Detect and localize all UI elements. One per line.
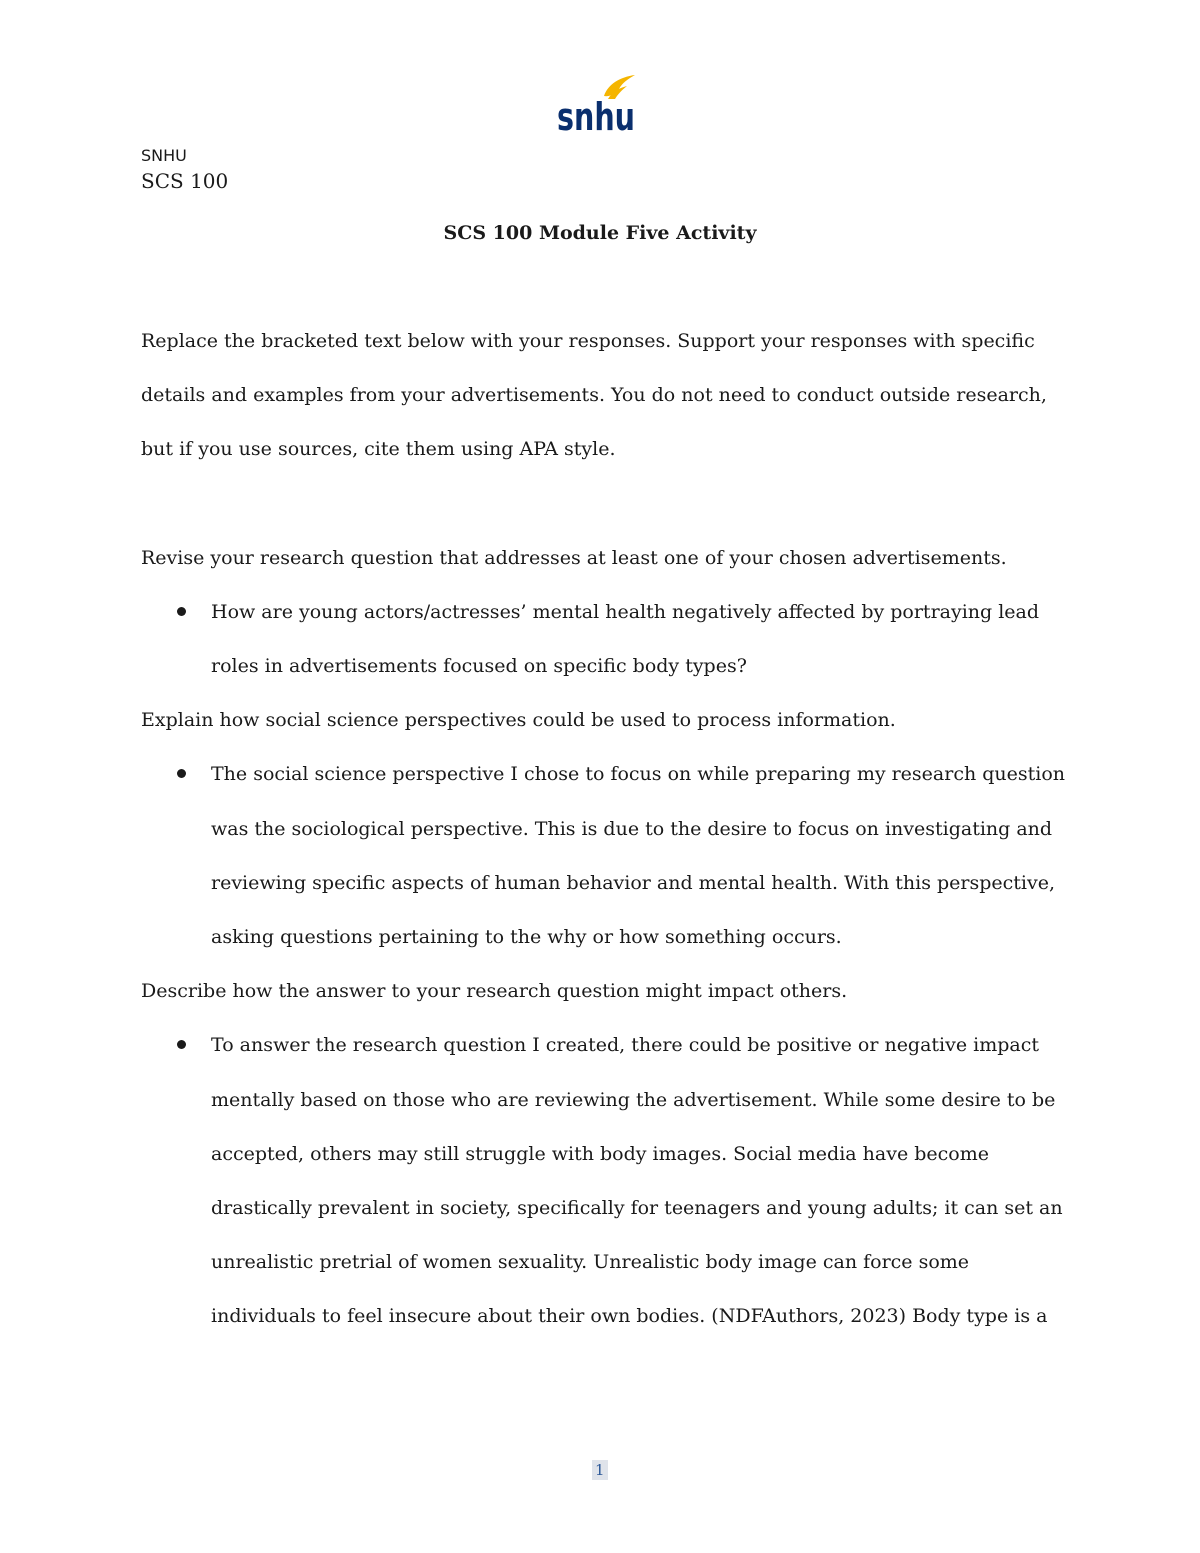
section-prompt: Revise your research question that addresses at least one of your chosen advertisements. [141,546,1007,569]
document-body [141,314,1066,1344]
section-prompt: Explain how social science perspectives could be used to process information. [141,709,896,732]
header-course: SCS 100 [141,169,229,193]
page-number: 1 [592,1460,608,1480]
response-list [141,747,1066,964]
response-bullet: The social science perspective I chose to focus on while preparing my research question was the sociological perspective. This is due to the desire to focus on investigating and reviewing specific aspects of human behavior and mental health. With this perspective, asking questions pertaining to the why or how something occurs. [141,747,1066,964]
document-title: SCS 100 Module Five Activity [443,222,757,244]
response-bullet: To answer the research question I created, there could be positive or negative impact mentally based on those who are reviewing the advertisement. While some desire to be accepted, others may still struggle with body images. Social media have become drastically prevalent in society, specifically for teenagers and young adults; it can set an unrealistic pretrial of women sexuality. Unrealistic body image can force some individuals to feel insecure about their own bodies. (NDFAuthors, 2023) Body type is a [141,1018,1066,1343]
svg-text:snhu: snhu [557,95,635,139]
header-org: SNHU [141,146,187,165]
intro-paragraph: Replace the bracketed text below with your responses. Support your responses with specific details and examples from your advertisements. You do not need to conduct outside research, but if you use sources, cite them using APA style. [141,330,1047,461]
section-prompt: Describe how the answer to your research question might impact others. [141,980,848,1003]
document-header [141,146,228,195]
response-bullet: How are young actors/actresses’ mental health negatively affected by portraying lead roles in advertisements focused on specific body types? [141,585,1066,693]
response-list [141,585,1066,693]
response-list [141,1018,1066,1343]
snhu-logo [556,74,638,139]
